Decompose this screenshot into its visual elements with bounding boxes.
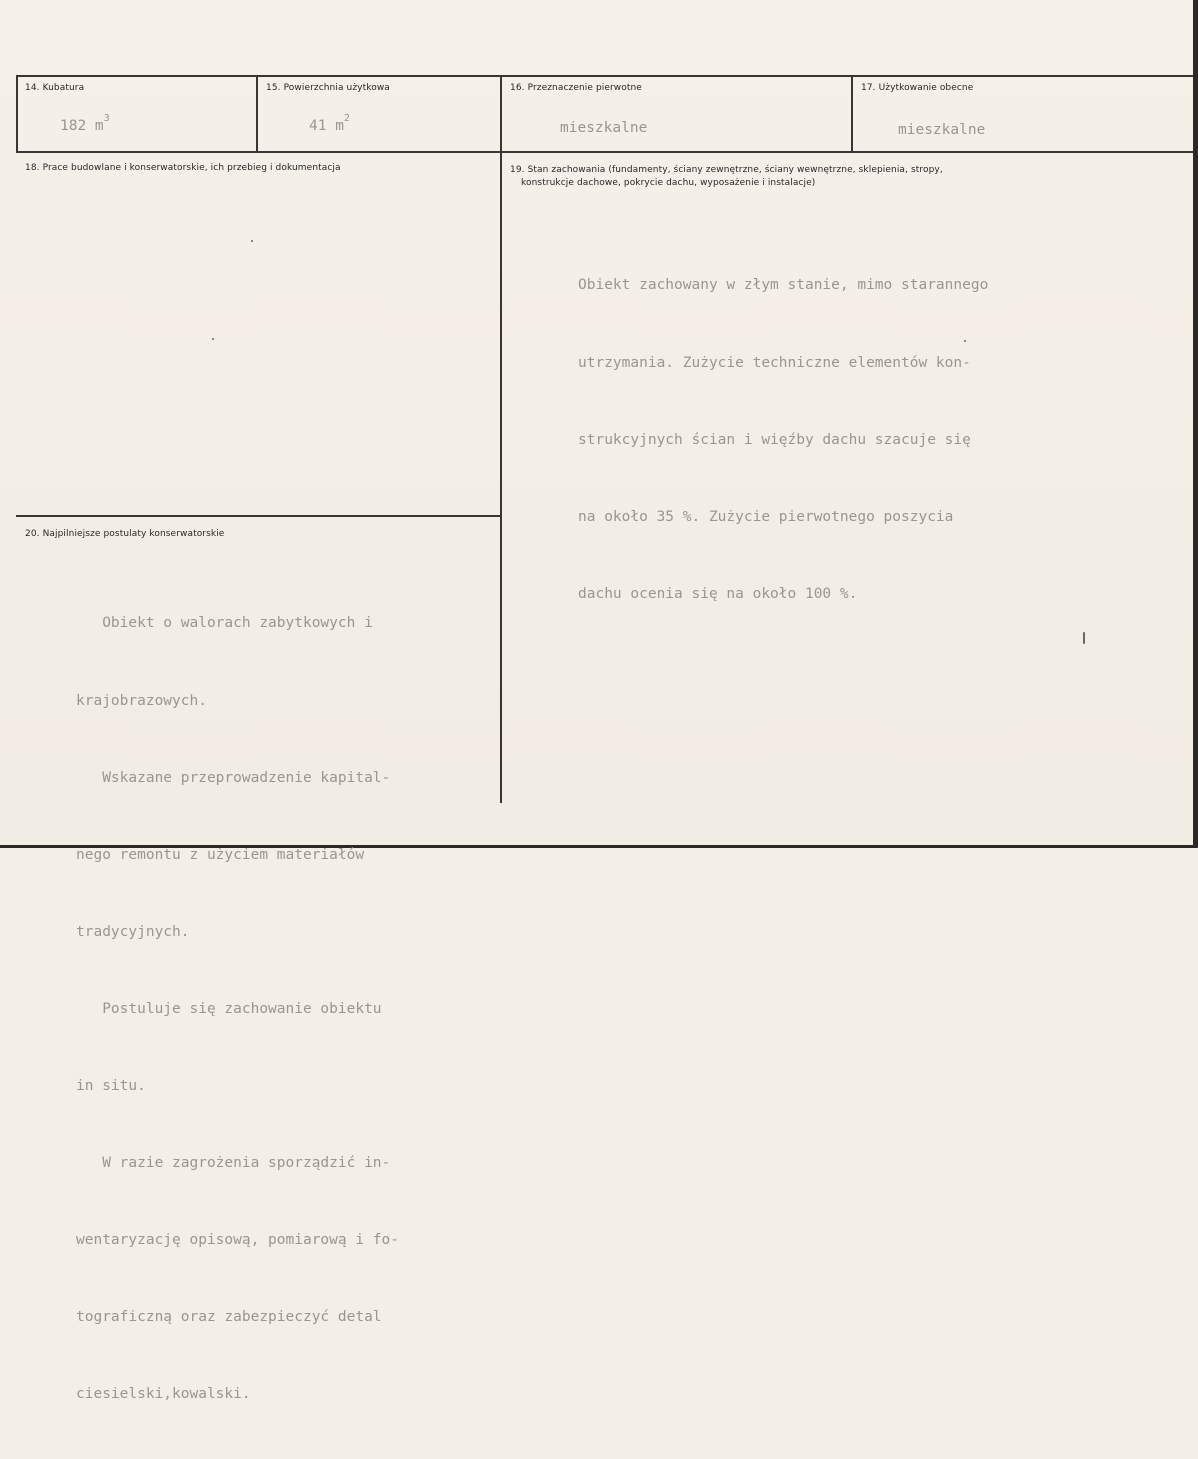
field-15-value-text: 41 m bbox=[309, 117, 344, 134]
field-20-line: krajobrazowych. bbox=[76, 692, 207, 709]
field-19-text bbox=[578, 222, 988, 659]
field-20-line: in situ. bbox=[76, 1077, 146, 1094]
field-20-line: Postuluje się zachowanie obiektu bbox=[76, 1000, 382, 1017]
field-20-line: ciesielski,kowalski. bbox=[76, 1386, 251, 1403]
col-divider-14-15 bbox=[256, 77, 258, 152]
col-divider-15-16 bbox=[500, 77, 502, 152]
field-20-line: Wskazane przeprowadzenie kapital- bbox=[76, 769, 391, 786]
field-15-label: 15. Powierzchnia użytkowa bbox=[266, 83, 390, 93]
field-20-line: tradycyjnych. bbox=[76, 923, 190, 940]
field-14-unit-sup: 3 bbox=[103, 113, 110, 124]
field-20-line: wentaryzację opisową, pomiarową i fo- bbox=[76, 1232, 400, 1249]
field-19-line: strukcyjnych ścian i więźby dachu szacuje się bbox=[578, 431, 971, 448]
field-19-line: Obiekt zachowany w złym stanie, mimo starannego bbox=[578, 277, 989, 294]
field-17-label: 17. Użytkowanie obecne bbox=[861, 83, 974, 93]
field-15-unit-sup: 2 bbox=[343, 113, 350, 124]
speck bbox=[964, 340, 966, 342]
field-14-value bbox=[60, 113, 110, 134]
row-divider-1 bbox=[16, 151, 1198, 153]
field-14-value-text: 182 m bbox=[60, 117, 104, 134]
field-19-label-line-1: 19. Stan zachowania (fundamenty, ściany zewnętrzne, ściany wewnętrzne, sklepienia, stropy, bbox=[510, 165, 943, 175]
field-17-value: mieszkalne bbox=[898, 122, 986, 138]
field-14-label: 14. Kubatura bbox=[25, 83, 85, 93]
row-divider-2 bbox=[16, 515, 500, 517]
field-20-line: W razie zagrożenia sporządzić in- bbox=[76, 1155, 391, 1172]
speck bbox=[251, 240, 253, 242]
col-divider-main bbox=[500, 153, 502, 803]
field-15-value bbox=[309, 113, 350, 134]
field-19-line: utrzymania. Zużycie techniczne elementów kon- bbox=[578, 354, 971, 371]
field-20-line: nego remontu z użyciem materiałów bbox=[76, 846, 365, 863]
field-20-text bbox=[76, 560, 399, 1459]
field-20-line: tograficzną oraz zabezpieczyć detal bbox=[76, 1309, 382, 1326]
field-20-label: 20. Najpilniejsze postulaty konserwatorskie bbox=[25, 529, 225, 539]
scan-edge-right bbox=[1193, 0, 1198, 848]
field-20-line: Obiekt o walorach zabytkowych i bbox=[76, 615, 373, 632]
field-16-value: mieszkalne bbox=[560, 120, 648, 136]
field-16-label: 16. Przeznaczenie pierwotne bbox=[510, 83, 642, 93]
field-19-line: dachu ocenia się na około 100 %. bbox=[578, 585, 858, 602]
left-border bbox=[16, 75, 18, 153]
field-18-label: 18. Prace budowlane i konserwatorskie, ich przebieg i dokumentacja bbox=[25, 163, 341, 173]
field-19-line: na około 35 %. Zużycie pierwotnego poszycia bbox=[578, 508, 954, 525]
speck bbox=[1083, 632, 1085, 644]
field-19-label-line-2: konstrukcje dachowe, pokrycie dachu, wyposażenie i instalacje) bbox=[521, 178, 816, 188]
speck bbox=[212, 338, 214, 340]
top-border bbox=[16, 75, 1198, 77]
col-divider-16-17 bbox=[851, 77, 853, 152]
